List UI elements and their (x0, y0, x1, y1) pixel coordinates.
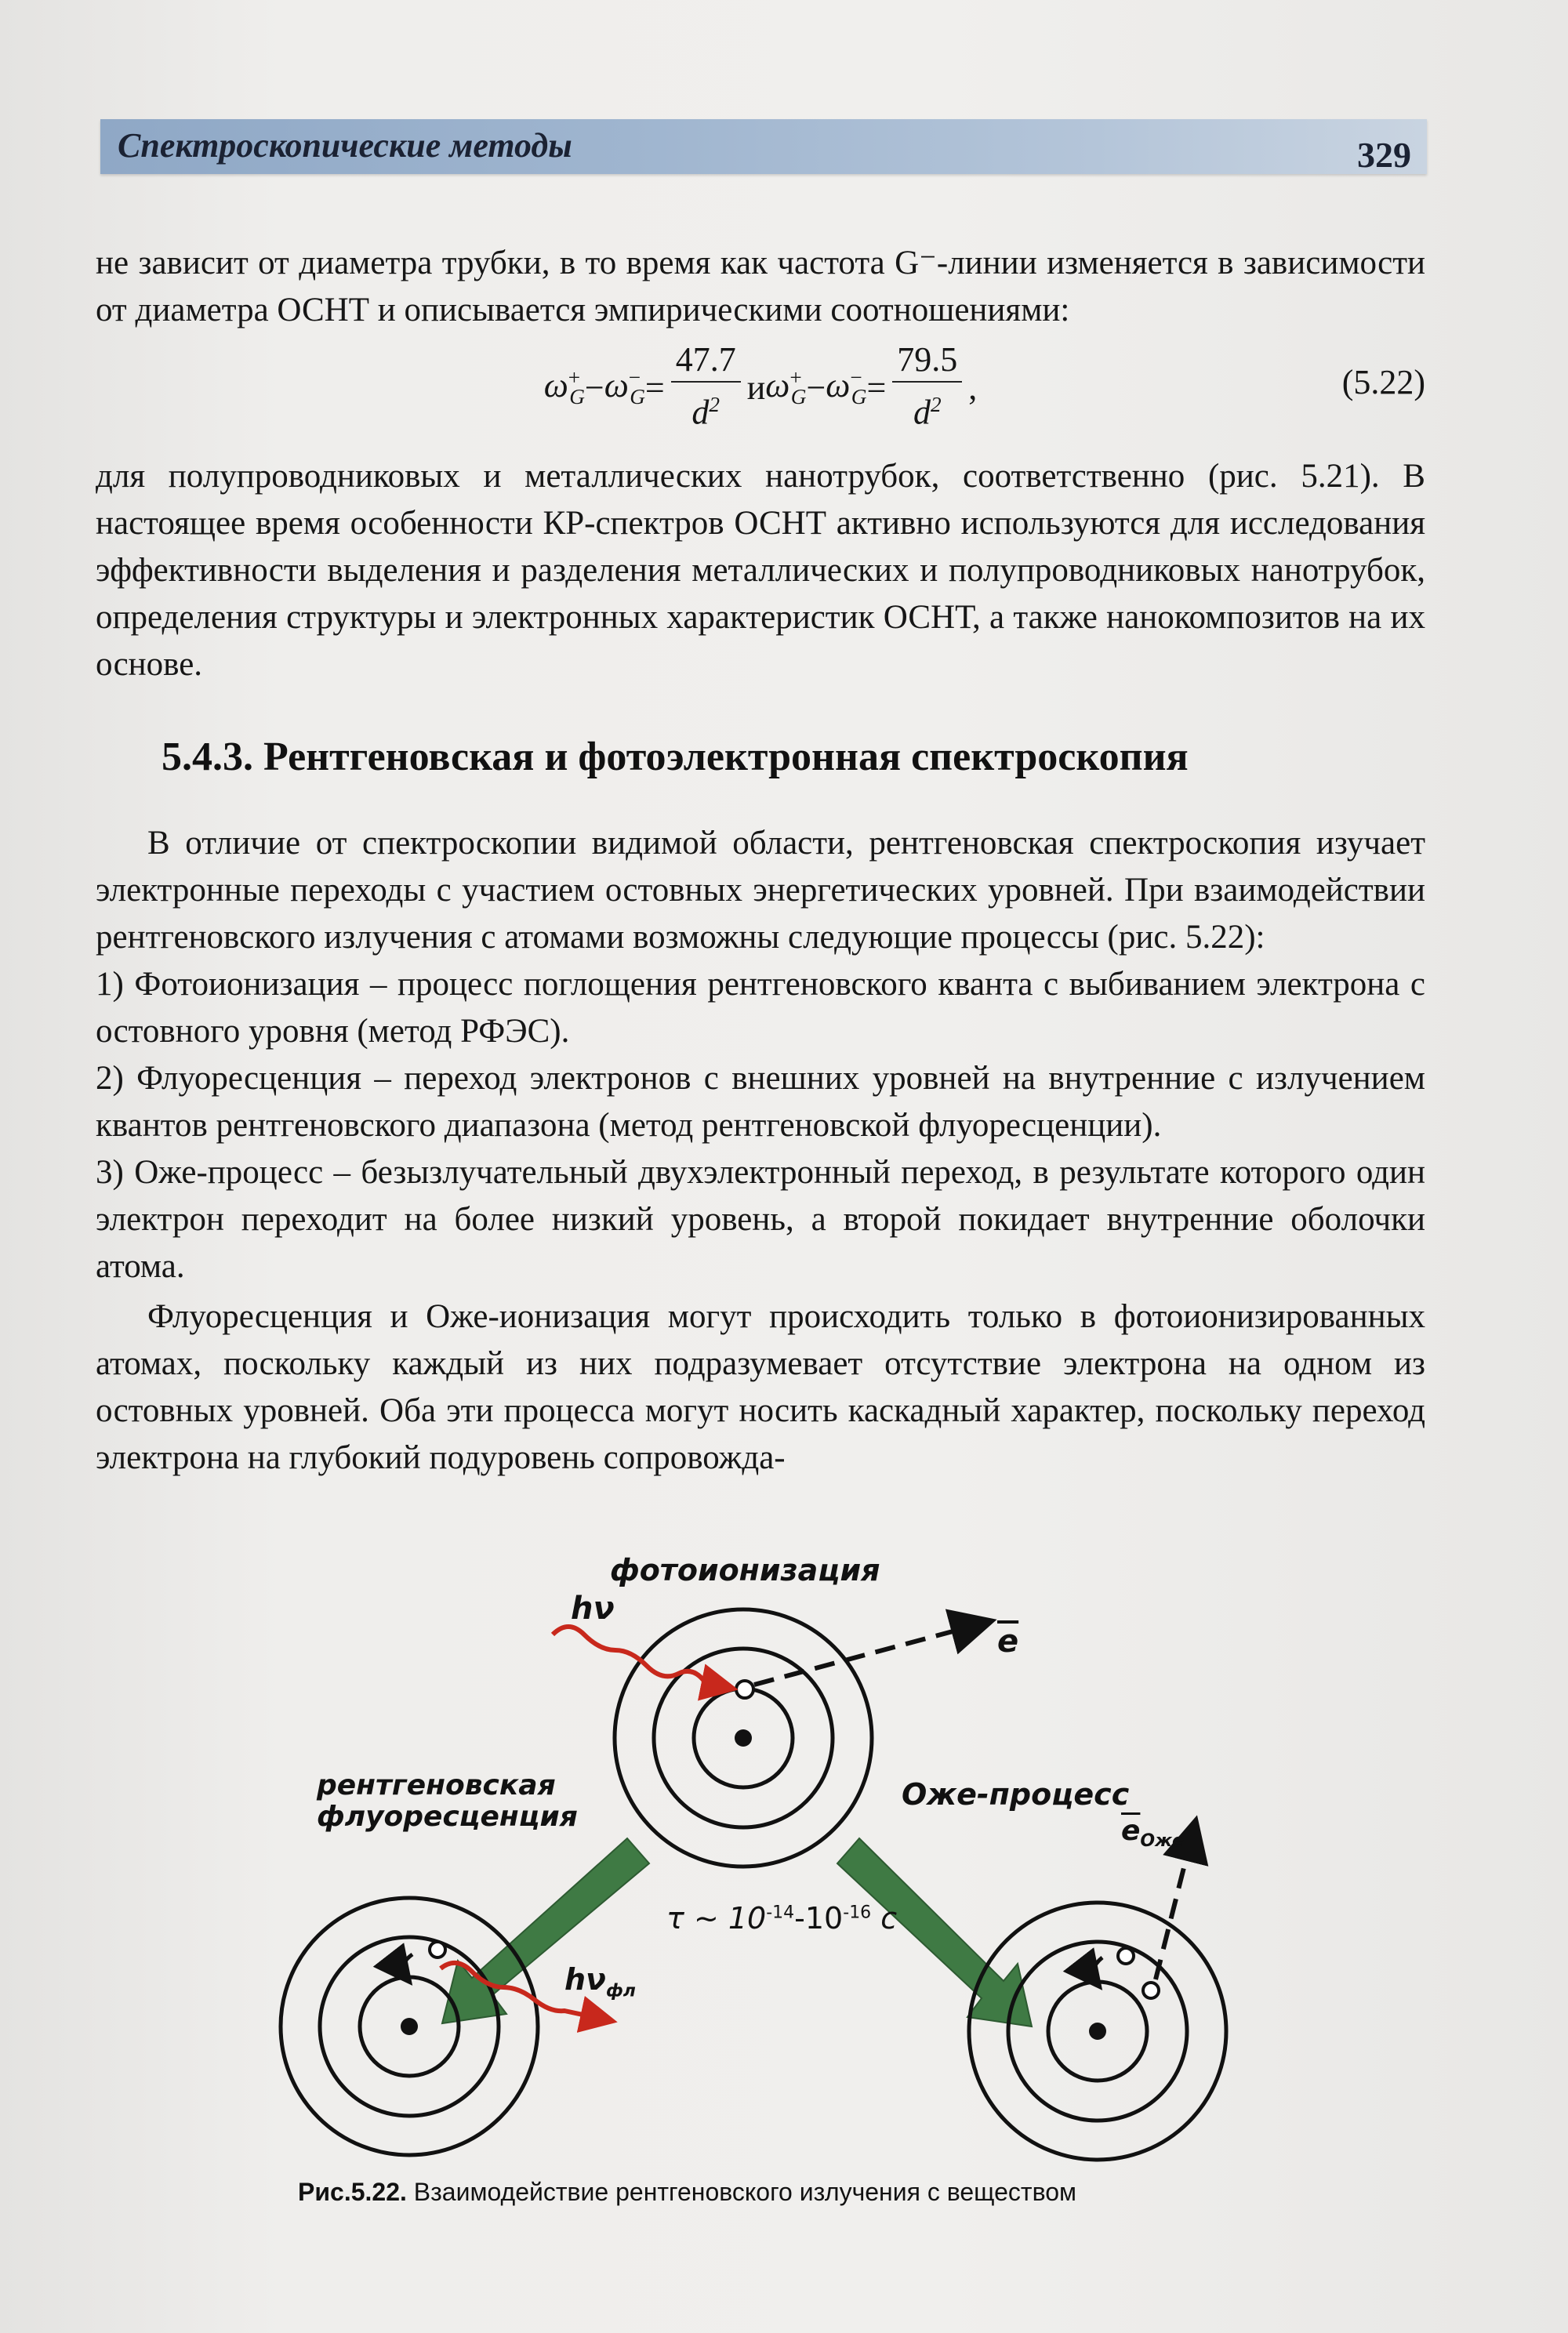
nucleus-dot (1089, 2023, 1106, 2040)
nucleus-dot (735, 1729, 752, 1747)
figure-5-22 (235, 1553, 1458, 2230)
paragraph-text: Флуоресценция и Оже-ионизация могут происходить только в фотоионизированных атомах, поскольку каждый из них подразумевает отсутствие электрона на одном из остовных уровней. Оба эти процесса могут носить каскадный характер, поскольку переход электрона на глубокий подуровень сопровожда- (96, 1298, 1425, 1476)
minus-1: − (584, 368, 604, 407)
denominator-1: $d^2$ (691, 392, 720, 432)
list-item-1: 1) Фотоионизация – процесс поглощения рентгеновского кванта с выбиванием электрона с остовного уровня (метод РФЭС). (96, 966, 1425, 1050)
label-lifetime: τ ~ $10^{-14}-10^{-16}$ с (666, 1901, 898, 1936)
ejected-electron-arrow (754, 1622, 988, 1685)
nucleus-dot (401, 2018, 418, 2035)
auger-electron-circle (1143, 1983, 1159, 1998)
label-xrf-line1: рентгеновская (317, 1769, 556, 1801)
comma: , (968, 368, 978, 407)
page-number: 329 (1357, 135, 1411, 175)
caption-label: Рис.5.22. (298, 2178, 407, 2206)
paragraph-after-equation (96, 453, 1425, 688)
caption-text: Взаимодействие рентгеновского излучения с веществом (406, 2178, 1076, 2206)
section-heading: 5.4.3. Рентгеновская и фотоэлектронная спектроскопия (162, 735, 1189, 779)
list-item-3: 3) Оже-процесс – безызлучательный двухэлектронный переход, в результате которого один электрон переходит на более низкий уровень, а второй покидает внутренние оболочки атома. (96, 1154, 1425, 1285)
paragraph-continued (96, 240, 1425, 334)
equation-5-22 (96, 332, 1425, 442)
conjunction: и (746, 368, 766, 407)
label-auger-electron: $\overline{e}_{Оже}$ (1121, 1815, 1184, 1852)
omega-minus-2: $\omega^-_G$ (826, 365, 867, 409)
equation-number: (5.22) (1341, 363, 1425, 401)
label-hv: hν (571, 1591, 615, 1627)
equation-body (96, 332, 1425, 442)
paragraph-text: для полупроводниковых и металлических нанотрубок, соответственно (рис. 5.21). В настоящее время особенности КР-спектров ОСНТ активно используются для исследования эффективности выделения и разделения металлических и полупроводниковых нанотрубок, определения структуры и электронных характеристик ОСНТ, а также нанокомпозитов на их основе. (96, 458, 1425, 683)
equals-1: = (644, 368, 665, 407)
paragraph-text: В отличие от спектроскопии видимой области, рентгеновская спектроскопия изучает электронные переходы с участием остовных энергетических уровней. При взаимодействии рентгеновского излучения с атомами возможны следующие процессы (рис. 5.22): (96, 825, 1425, 956)
numerator-1: 47.7 (671, 340, 741, 383)
fraction-1 (671, 340, 741, 435)
atom-photoionization (553, 1609, 988, 1867)
list-item-2: 2) Флуоресценция – переход электронов с внешних уровней на внутренние с излучением квантов рентгеновского диапазона (метод рентгеновской флуоресценции). (96, 1060, 1425, 1144)
minus-2: − (806, 368, 826, 407)
omega-plus-2: $\omega^+_G$ (765, 365, 807, 409)
label-electron: $\overline{e}$ (997, 1624, 1019, 1660)
label-xrf-line2: флуоресценция (317, 1801, 578, 1833)
omega-minus-1: $\omega^-_G$ (604, 365, 645, 409)
omega-plus-1: $\omega^+_G$ (543, 365, 585, 409)
label-hv-fluorescence: $h\nu_{фл}$ (564, 1962, 636, 2001)
electron-circle (430, 1942, 445, 1957)
section-body (96, 820, 1425, 1482)
numerator-2: 79.5 (892, 340, 962, 383)
denominator-2: $d^2$ (913, 392, 942, 432)
label-auger-process: Оже-процесс (902, 1777, 1130, 1812)
figure-caption (298, 2178, 1076, 2207)
paragraph-text: не зависит от диаметра трубки, в то время как частота G⁻-линии изменяется в зависимости от диаметра ОСНТ и описывается эмпирическими соотношениями: (96, 245, 1425, 328)
fraction-2 (892, 340, 962, 435)
vacancy-circle (736, 1681, 753, 1698)
label-photoionization: фотоионизация (610, 1553, 880, 1587)
figure-diagram (235, 1556, 1458, 2230)
equals-2: = (866, 368, 887, 407)
electron-circle (1118, 1948, 1134, 1964)
running-head-title: Спектроскопические методы (118, 126, 572, 165)
